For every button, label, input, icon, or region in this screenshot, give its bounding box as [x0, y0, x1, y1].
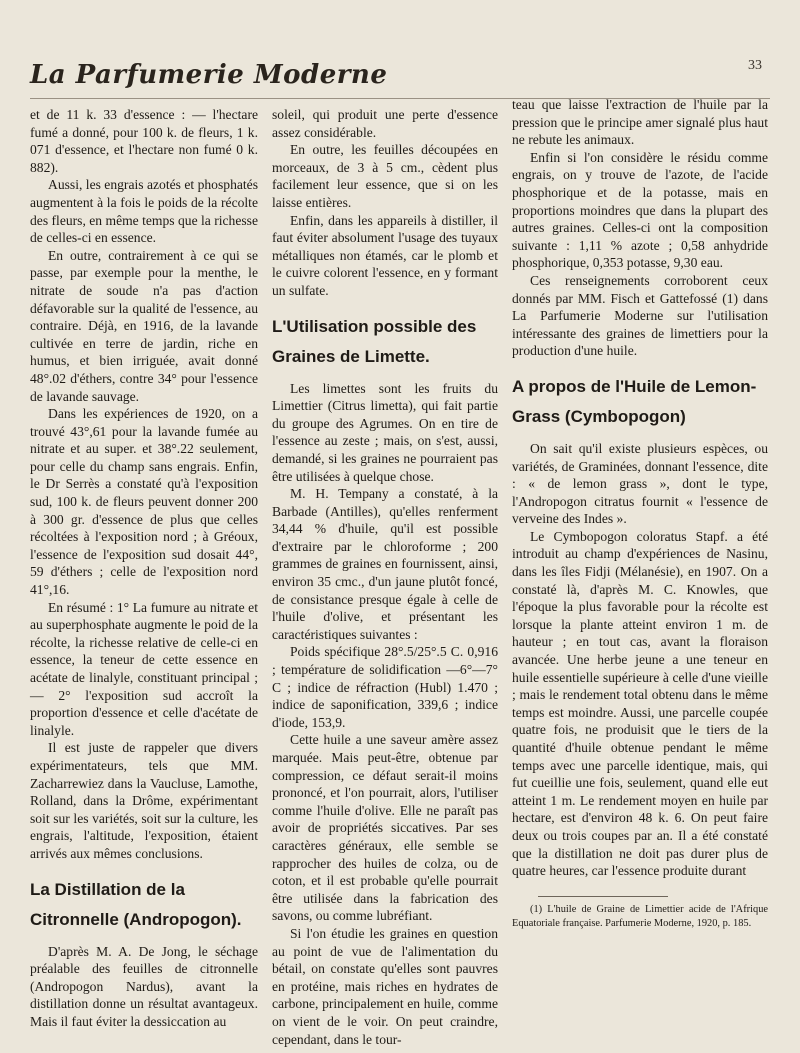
- column-1: [30, 106, 258, 1031]
- paragraph: Dans les expériences de 1920, on a trouvé 43°,61 pour la lavande fumée au nitrate et au super. et 38°.22 seulement, pour celle du champ sans engrais. Enfin, le Dr Serrès a constaté qu'à l'exposition sud, 100 k. de fleurs peuvent donner 200 à 300 gr. d'essence de plus que celles récoltées à l'exposition nord ; à Gréoux, l'essence de l'exposition sud dosait 44°, 59 d'éthers ; celle de l'exposition nord 41°,16.: [30, 406, 258, 598]
- section-heading-limette: L'Utilisation possible des Graines de Limette.: [272, 316, 477, 366]
- paragraph: Les limettes sont les fruits du Limettier (Citrus limetta), qui fait partie du groupe des Agrumes. On en tire de l'essence au zeste ; mais, on s'est, aussi, demandé, si les graines ne pourraient pas être utilisées à quelque chose.: [272, 380, 498, 484]
- column-2: [272, 106, 498, 1048]
- page-number: 33: [748, 58, 762, 73]
- paragraph: En résumé : 1° La fumure au nitrate et au superphosphate augmente le poid de la récolte, la richesse relative de celle-ci en essence, la teneur de cette essence en acétate de linalyle, constituant principal ; — 2° l'exposition sud accroît la proportion d'essence et celle d'acétate de linalyle.: [30, 599, 258, 738]
- paragraph: En outre, les feuilles découpées en morceaux, de 3 à 5 cm., cèdent plus facilement leur essence, que si on les laisse entières.: [272, 142, 498, 210]
- journal-masthead: La Parfumerie Moderne: [30, 60, 388, 90]
- footnote: (1) L'huile de Graine de Limettier acide de l'Afrique Equatoriale française. Parfumerie Moderne, 1920, p. 185.: [512, 903, 768, 929]
- paragraph: Enfin si l'on considère le résidu comme engrais, on y trouve de l'azote, de l'acide phosphorique et de la potasse, mais en proportions moindres que dans la plupart des autres graines. Celles-ci ont la composition suivante : 1,11 % azote ; 0,58 anhydride phosphorique, 0,353 potasse, 9,30 eau.: [512, 149, 768, 271]
- column-3: [512, 96, 768, 931]
- paragraph: Si l'on étudie les graines en question au point de vue de l'alimentation du bétail, on constate qu'elles sont pauvres en protéine, mais riches en hydrates de carbone, principalement en huile, comme on vient de le voir. On peut craindre, cependant, dans le tour-: [272, 925, 498, 1047]
- paragraph: Ces renseignements corroborent ceux donnés par MM. Fisch et Gattefossé (1) dans La Parfumerie Moderne sur l'utilisation intéressante des graines de limettiers pour la production d'une huile.: [512, 272, 768, 359]
- footnote-rule: [538, 896, 668, 897]
- paragraph: On sait qu'il existe plusieurs espèces, ou variétés, de Graminées, donnant l'essence, dite : « de lemon grass », dont le type, l'Andropogon citratus fournit « l'essence de verveine des Indes ».: [512, 440, 768, 527]
- paragraph: D'après M. A. De Jong, le séchage préalable des feuilles de citronnelle (Andropogon Nardus), avant la distillation donne un résultat avantageux. Mais il faut éviter la dessiccation au: [30, 943, 258, 1029]
- paragraph: teau que laisse l'extraction de l'huile par la pression que le principe amer signalé plus haut ne rebute les animaux.: [512, 97, 768, 148]
- paragraph: M. H. Tempany a constaté, à la Barbade (Antilles), qu'elles renferment 34,44 % d'huile, qu'il est possible d'extraire par le chloroforme ; 200 grammes de graines en fournissent, ainsi, environ 35 cmc., d'un jaune plutôt foncé, de consistance presque égale à celle de l'huile d'olive, et présentant les caractéristiques suivantes :: [272, 486, 498, 642]
- section-heading-citronnelle: La Distillation de la Citronnelle (Andropogon).: [30, 879, 242, 929]
- paragraph: Le Cymbopogon coloratus Stapf. a été introduit au champ d'expériences de Nasinu, dans les îles Fidji (Mélanésie), en 1907. On a constaté là, d'après M. C. Knowles, que l'époque la plus favorable pour la récolte est lorsque la plante atteint environ 1 m. de hauteur ; en tout cas, avant la floraison avancée. Une herbe jeune a une teneur en huile essentielle supérieure à celle d'une vieille ; mais le rendement total obtenu dans le même temps est moindre. Aussi, une parcelle coupée quatre fois, ne produisit que le tiers de la quantité d'huile obtenue pendant le même temps avec une parcelle identique, mais, qui fut cueillie une fois, seulement, quand elle eut atteint 1 m. Le rendement moyen en huile par hectare, est d'environ 48 k. 6. On peut faire deux ou trois coupes par an. Il a été constaté que la distillation ne doit pas durer plus de quatre heures, car l'essence produite durant: [512, 528, 768, 879]
- paragraph: Cette huile a une saveur amère assez marquée. Mais peut-être, obtenue par compression, ce défaut serait-il moins prononcé, et l'on pourrait, alors, l'utiliser comme l'huile d'olive. Elle ne paraît pas avoir de propriétés siccatives. Par ses caractères généraux, elle semble se rapprocher des huiles de colza, ou de coton, et il est probable qu'elle pourrait être utilisée dans la fabrication des savons, ou comme lubréfiant.: [272, 732, 498, 924]
- paragraph: soleil, qui produit une perte d'essence assez considérable.: [272, 107, 498, 140]
- paragraph: Poids spécifique 28°.5/25°.5 C. 0,916 ; température de solidification —6°—7° C ; indice de réfraction (Hubl) 1.470 ; indice de saponification, 339,6 ; indice d'iode, 153,9.: [272, 644, 498, 730]
- paragraph: Enfin, dans les appareils à distiller, il faut éviter absolument l'usage des tuyaux métalliques non étamés, car le plomb et le cuivre colorent l'essence, en y formant un sulfate.: [272, 212, 498, 298]
- paragraph: Aussi, les engrais azotés et phosphatés augmentent à la fois le poids de la récolte des fleurs, en même temps que la richesse de celles-ci en essence.: [30, 177, 258, 246]
- paragraph: En outre, contrairement à ce qui se passe, par exemple pour la menthe, le nitrate de soude n'a pas d'action défavorable sur la qualité de l'essence, au contraire. Déjà, en 1916, de la lavande cultivée en terre de jardin, riche en humus, et bien irriguée, avait donné 48°.02 d'éthers, contre 34° pour l'essence de lavande sauvage.: [30, 247, 258, 404]
- paragraph: et de 11 k. 33 d'essence : — l'hectare fumé a donné, pour 100 k. de fleurs, 1 k. 071 d'essence, et l'hectare non fumé 0 k. 882).: [30, 107, 258, 175]
- section-heading-lemon-grass: A propos de l'Huile de Lemon-Grass (Cymbopogon): [512, 376, 757, 426]
- paragraph: Il est juste de rappeler que divers expérimentateurs, tels que MM. Zacharrewiez dans la Vaucluse, Lamothe, Rolland, dans la Drôme, expérimentant soit sur les variétés, soit sur la culture, les engrais, l'altitude, l'exposition, étaient arrivés aux mêmes conclusions.: [30, 740, 258, 861]
